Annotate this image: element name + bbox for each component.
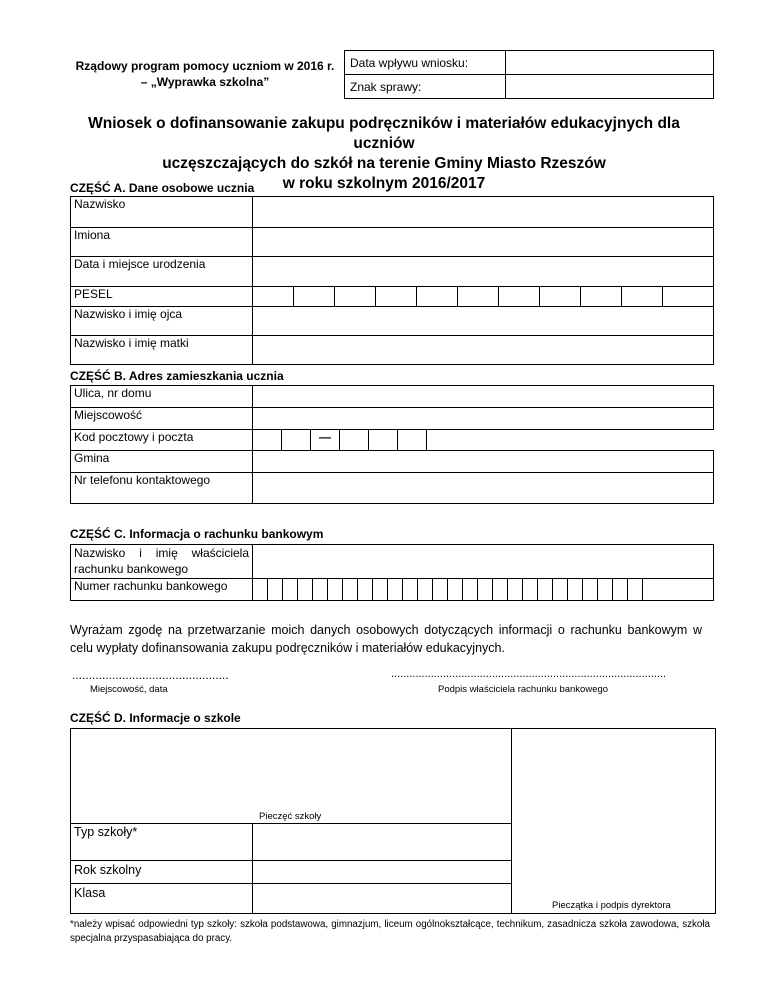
- surname-label: Nazwisko: [71, 197, 253, 228]
- program-line-2: – „Wyprawka szkolna”: [140, 75, 270, 89]
- consent-text: Wyrażam zgodę na przetwarzanie moich danych osobowych dotyczących informacji o rachunku bankowym w celu wypłaty dofinansowania zakupu podręczników i materiałów edukacyjnych.: [70, 623, 702, 655]
- pesel-digit[interactable]: [335, 287, 376, 307]
- section-c-heading: CZĘŚĆ C. Informacja o rachunku bankowym: [70, 527, 324, 541]
- pesel-digit[interactable]: [540, 287, 581, 307]
- phone-field[interactable]: [253, 473, 714, 504]
- account-digit[interactable]: [433, 579, 448, 601]
- commune-label: Gmina: [71, 451, 253, 473]
- director-stamp-label: Pieczątka i podpis dyrektora: [552, 900, 671, 911]
- city-field[interactable]: [253, 408, 714, 430]
- postal-label: Kod pocztowy i poczta: [71, 430, 253, 451]
- street-field[interactable]: [253, 386, 714, 408]
- section-d-heading: CZĘŚĆ D. Informacje o szkole: [70, 711, 241, 725]
- commune-field[interactable]: [253, 451, 714, 473]
- account-digit[interactable]: [643, 579, 714, 601]
- office-use-table: [344, 50, 714, 99]
- postal-digit[interactable]: [282, 430, 311, 451]
- account-label: Numer rachunku bankowego: [71, 579, 253, 601]
- case-number-field[interactable]: [506, 75, 714, 99]
- title-line-1: Wniosek o dofinansowanie zakupu podręczników i materiałów edukacyjnych dla uczniów: [88, 115, 680, 152]
- account-digit[interactable]: [268, 579, 283, 601]
- title-line-2: uczęszczających do szkół na terenie Gminy Miasto Rzeszów: [162, 155, 606, 172]
- section-a-table: [70, 196, 714, 365]
- school-year-label: Rok szkolny: [74, 863, 142, 877]
- mother-field[interactable]: [253, 336, 714, 365]
- birth-field[interactable]: [253, 257, 714, 287]
- section-b-heading: CZĘŚĆ B. Adres zamieszkania ucznia: [70, 369, 284, 383]
- pesel-digit[interactable]: [417, 287, 458, 307]
- class-field[interactable]: [253, 884, 511, 913]
- postal-digit[interactable]: [369, 430, 398, 451]
- surname-field[interactable]: [253, 197, 714, 228]
- postal-digit[interactable]: [340, 430, 369, 451]
- account-digit[interactable]: [328, 579, 343, 601]
- postal-dash: —: [311, 430, 340, 451]
- pesel-digit[interactable]: [253, 287, 294, 307]
- section-b-table: [70, 385, 714, 504]
- pesel-label: PESEL: [71, 287, 253, 307]
- owner-signature-dots[interactable]: ..........................................................................................: [391, 668, 667, 680]
- owner-label-line-1: Nazwisko i imię właściciela: [74, 546, 249, 560]
- postal-digit[interactable]: [253, 430, 282, 451]
- first-names-field[interactable]: [253, 228, 714, 257]
- title-line-3: w roku szkolnym 2016/2017: [282, 175, 486, 192]
- account-digit[interactable]: [493, 579, 508, 601]
- account-digit[interactable]: [568, 579, 583, 601]
- school-stamp-label: Pieczęć szkoły: [259, 811, 322, 822]
- account-digit[interactable]: [583, 579, 598, 601]
- account-digit[interactable]: [298, 579, 313, 601]
- account-digit[interactable]: [373, 579, 388, 601]
- account-digit[interactable]: [613, 579, 628, 601]
- program-title: [60, 58, 350, 90]
- postal-spacer: [427, 430, 714, 451]
- account-digit[interactable]: [508, 579, 523, 601]
- pesel-digit[interactable]: [499, 287, 540, 307]
- owner-label: [71, 545, 253, 579]
- account-digit[interactable]: [463, 579, 478, 601]
- place-date-label: Miejscowość, data: [90, 684, 168, 695]
- pesel-digit[interactable]: [581, 287, 622, 307]
- school-type-label: Typ szkoły*: [74, 825, 138, 839]
- birth-label: Data i miejsce urodzenia: [71, 257, 253, 287]
- account-digit[interactable]: [343, 579, 358, 601]
- class-label: Klasa: [74, 886, 106, 900]
- pesel-digit[interactable]: [458, 287, 499, 307]
- account-digit[interactable]: [523, 579, 538, 601]
- pesel-digit[interactable]: [294, 287, 335, 307]
- director-stamp-box[interactable]: [511, 728, 716, 914]
- program-line-1: Rządowy program pomocy uczniom w 2016 r.: [75, 59, 335, 73]
- account-digit[interactable]: [448, 579, 463, 601]
- owner-field[interactable]: [253, 545, 714, 579]
- postal-digit[interactable]: [398, 430, 427, 451]
- owner-label-line-2: rachunku bankowego: [74, 562, 189, 576]
- account-digit[interactable]: [598, 579, 613, 601]
- school-info-box: [70, 728, 511, 914]
- owner-signature-label: Podpis właściciela rachunku bankowego: [438, 684, 609, 695]
- school-year-field[interactable]: [253, 861, 511, 882]
- phone-label: Nr telefonu kontaktowego: [71, 473, 253, 504]
- case-number-label: Znak sprawy:: [345, 75, 506, 99]
- street-label: Ulica, nr domu: [71, 386, 253, 408]
- account-digit[interactable]: [553, 579, 568, 601]
- date-received-field[interactable]: [506, 51, 714, 75]
- father-label: Nazwisko i imię ojca: [71, 307, 253, 336]
- place-date-dots[interactable]: ...............................................: [72, 668, 229, 682]
- section-a-heading: CZĘŚĆ A. Dane osobowe ucznia: [70, 181, 255, 195]
- account-digit[interactable]: [253, 579, 268, 601]
- footnote: *należy wpisać odpowiedni typ szkoły: szkoła podstawowa, gimnazjum, liceum ogólnokształcące, technikum, zasadnicza szkoła zawodowa, szkoła specjalna przyspasabiająca do pracy.: [70, 919, 710, 944]
- first-names-label: Imiona: [71, 228, 253, 257]
- pesel-digit[interactable]: [663, 287, 714, 307]
- date-received-label: Data wpływu wniosku:: [345, 51, 506, 75]
- school-type-field[interactable]: [253, 824, 511, 859]
- pesel-digit[interactable]: [622, 287, 663, 307]
- mother-label: Nazwisko i imię matki: [71, 336, 253, 365]
- account-digit[interactable]: [418, 579, 433, 601]
- account-digit[interactable]: [538, 579, 553, 601]
- city-label: Miejscowość: [71, 408, 253, 430]
- account-digit[interactable]: [358, 579, 373, 601]
- pesel-digit[interactable]: [376, 287, 417, 307]
- account-digit[interactable]: [313, 579, 328, 601]
- account-digit[interactable]: [388, 579, 403, 601]
- account-digit[interactable]: [283, 579, 298, 601]
- section-c-table: [70, 544, 714, 601]
- account-digit[interactable]: [403, 579, 418, 601]
- account-digit[interactable]: [478, 579, 493, 601]
- account-digit[interactable]: [628, 579, 643, 601]
- father-field[interactable]: [253, 307, 714, 336]
